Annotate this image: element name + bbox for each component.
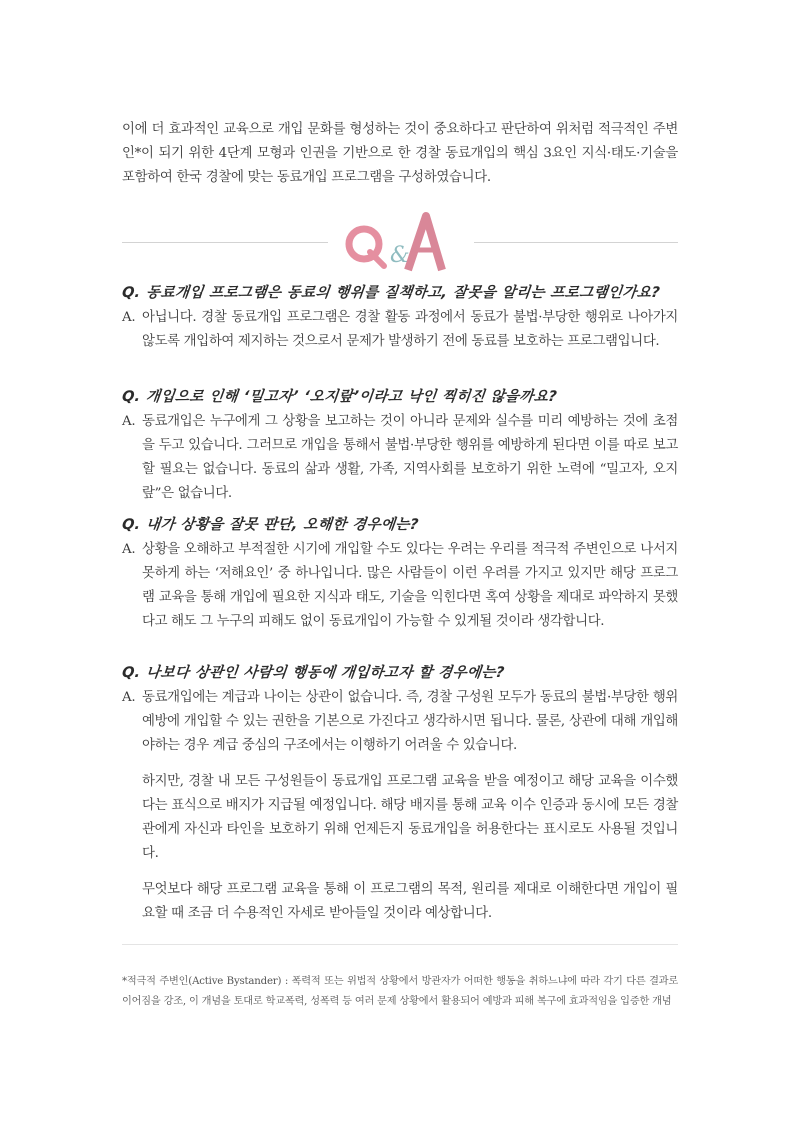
answer-4-paragraph-2: 하지만, 경찰 내 모든 구성원들이 동료개입 프로그램 교육을 받을 예정이고 해당 교육을 이수했다는 표식으로 배지가 지급될 예정입니다. 해당 배지를 통해 교육 이수 인증과 동시에 모든 경찰관에게 자신과 타인을 보호하기 위해 언제든지 동료개입을 허용한다는 표시로도 사용될 것입니다.	[142, 774, 678, 861]
answer-3-prefix: A.	[122, 542, 136, 557]
qa-logo	[334, 210, 468, 274]
answer-2-text: 동료개입은 누구에게 그 상황을 보고하는 것이 아니라 문제와 실수를 미리 예방하는 것에 초점을 두고 있습니다. 그러므로 개입을 통해서 불법·부당한 행위를 예방하게 된다면 이를 따로 보고할 필요는 없습니다. 동료의 삶과 생활, 가족, 지역사회를 보호하기 위한 노력에 “밀고자, 오지랖”은 없습니다.	[142, 414, 678, 501]
question-2: Q. 개입으로 인해 ‘밀고자’ ‘오지랖’이라고 낙인 찍히진 않을까요?	[121, 389, 558, 405]
qa-item-2	[122, 386, 678, 506]
question-1: Q. 동료개입 프로그램은 동료의 행위를 질책하고, 잘못을 알리는 프로그램인가요?	[121, 285, 661, 301]
answer-1	[122, 306, 678, 354]
divider-rule-right	[474, 242, 678, 243]
answer-3-text: 상황을 오해하고 부적절한 시기에 개입할 수도 있다는 우려는 우리를 적극적 주변인으로 나서지 못하게 하는 ‘저해요인’ 중 하나입니다. 많은 사람들이 이런 우려를 가지고 있지만 해당 프로그램 교육을 통해 개입에 필요한 지식과 태도, 기술을 익힌다면 혹여 상황을 제대로 파악하지 못했다고 해도 그 누구의 피해도 없이 동료개입이 가능할 수 있게될 것이라 생각합니다.	[142, 542, 679, 629]
answer-4-paragraph-3: 무엇보다 해당 프로그램 교육을 통해 이 프로그램의 목적, 원리를 제대로 이해한다면 개입이 필요할 때 조금 더 수용적인 자세로 받아들일 것이라 예상합니다.	[142, 882, 678, 921]
qa-item-1	[122, 282, 678, 354]
answer-3	[122, 538, 678, 634]
qa-logo-a-strokes	[408, 216, 442, 270]
answer-2-prefix: A.	[122, 414, 136, 429]
intro-paragraph: 이에 더 효과적인 교육으로 개입 문화를 형성하는 것이 중요하다고 판단하여 위처럼 적극적인 주변인*이 되기 위한 4단계 모형과 인권을 기반으로 한 경찰 동료개입의 핵심 3요인 지식·태도·기술을 포함하여 한국 경찰에 맞는 동료개입 프로그램을 구성하였습니다.	[122, 122, 678, 185]
answer-4-text: 동료개입에는 계급과 나이는 상관이 없습니다. 즉, 경찰 구성원 모두가 동료의 불법·부당한 행위 예방에 개입할 수 있는 권한을 기본으로 가진다고 생각하시면 됩니다. 물론, 상관에 대해 개입해야하는 경우 계급 중심의 구조에서는 이행하기 어려울 수 있습니다.	[142, 690, 678, 753]
qa-item-4	[122, 662, 678, 926]
footnote-divider	[122, 944, 678, 945]
qa-item-3	[122, 514, 678, 634]
qa-logo-amp: &	[390, 243, 410, 268]
answer-1-prefix: A.	[122, 310, 136, 325]
question-3: Q. 내가 상황을 잘못 판단, 오해한 경우에는?	[121, 517, 420, 533]
answer-2	[122, 410, 678, 506]
question-4: Q. 나보다 상관인 사람의 행동에 개입하고자 할 경우에는?	[121, 665, 506, 681]
footnote: *적극적 주변인(Active Bystander) : 폭력적 또는 위법적 상황에서 방관자가 어떠한 행동을 취하느냐에 따라 각기 다른 결과로 이어짐을 강조, 이 개념을 토대로 학교폭력, 성폭력 등 여러 문제 상황에서 활용되어 예방과 피해 복구에 효과적임을 입증한 개념	[122, 976, 678, 1007]
answer-1-text: 아닙니다. 경찰 동료개입 프로그램은 경찰 활동 과정에서 동료가 불법·부당한 행위로 나아가지 않도록 개입하여 제지하는 것으로서 문제가 발생하기 전에 동료를 보호하는 프로그램입니다.	[142, 310, 678, 349]
answer-4-prefix: A.	[122, 690, 136, 705]
qa-divider	[122, 210, 678, 274]
answer-4	[122, 686, 678, 758]
divider-rule-left	[122, 242, 328, 243]
